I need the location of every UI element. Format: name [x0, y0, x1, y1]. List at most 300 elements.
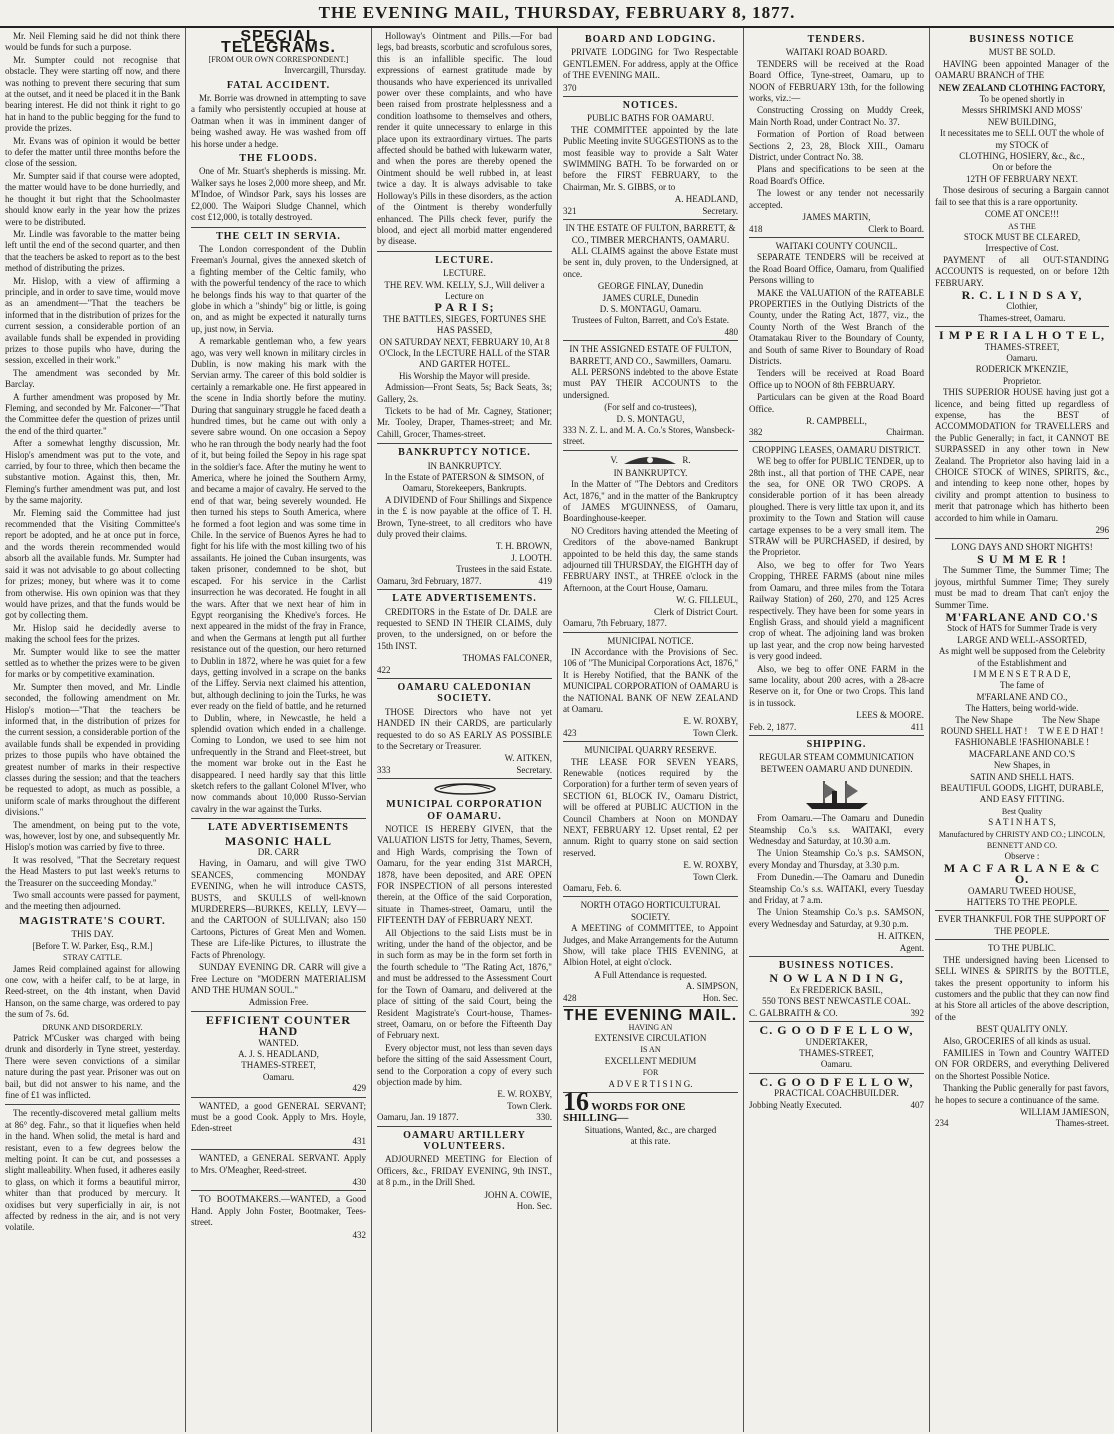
municipal-footer	[377, 1112, 552, 1123]
jamieson-text: FAMILIES in Town and Country WAITED ON FOR ORDERS, and everything Delivered on the Shortest Possible Notice.	[935, 1047, 1109, 1081]
clothing-line: CLOTHING, HOSIERY, &c., &c.,	[959, 151, 1085, 162]
jamieson-ad	[935, 943, 1109, 1130]
column-3	[372, 28, 558, 1432]
bankruptcy-estate: In the Estate of PATERSON & SIMSON, of Oamaru, Storekeepers, Bankrupts.	[384, 472, 545, 494]
hats-line: LARGE AND WELL-ASSORTED,	[957, 634, 1087, 645]
lecture-tickets: Tickets to be had of Mr. Cagney, Stationer; Mr. Tooley, Draper, Thames-street; and Mr. Cahill, Grocer, Thames-street.	[377, 406, 552, 439]
holloway-ad	[377, 31, 552, 252]
article-paragraph: The London correspondent of the Dublin Freeman's Journal, gives the annexed sketch of a fighting member of the Celtic family, who with the powerful tendency of the race to which he belongs finds his way to that quarter of the globe in which a "shindy" big or little, is going on, and as might be expected it naturally turns up, just now, in Servia.	[191, 243, 366, 334]
thankful-ad	[935, 914, 1109, 940]
artillery-heading: OAMARU ARTILLERY VOLUNTEERS.	[403, 1129, 526, 1152]
steamship-icon	[802, 777, 872, 811]
clothing-line: COME AT ONCE!!!	[984, 209, 1060, 220]
signature-role: Agent.	[899, 942, 924, 953]
goodfellow-title: C. G O O D F E L L O W,	[759, 1074, 914, 1089]
hat-shape-tweed	[1039, 715, 1104, 738]
assigned-text: ALL PERSONS indebted to the above Estate must PAY THEIR ACCOUNTS to the undersigned.	[563, 366, 738, 400]
wanted-text: TO BOOTMAKERS.—WANTED, a Good Hand. Apply John Foster, Bootmaker, Tees-street.	[191, 1194, 366, 1228]
waitaki-county-council	[749, 241, 924, 442]
gallium-paragraph: The recently-discovered metal gallium melts at 86° deg. Fahr., so that it liquefies when held in the hand. When solid, the metal is hard and resistant, even to a few degrees below the melting point. It can be cut, and possesses a slight malleability. When fused, it adheres easily to glass, on which it forms a beautiful mirror, whiter than that produced by mercury. It oxidises but very superficially in air, is not affected by redness in the air, and is not very volatile.	[5, 1108, 180, 1233]
wanted-ad	[191, 1101, 366, 1151]
late-ads-heading: LATE ADVERTISEMENTS	[208, 822, 349, 834]
hats-headline: LONG DAYS AND SHORT NIGHTS!	[951, 542, 1093, 553]
shipping-title: REGULAR STEAM COMMUNICATION BETWEEN OAMARU AND DUNEDIN.	[758, 752, 914, 774]
hats-line: Manufactured by CHRISTY AND CO.; LINCOLN, BENNETT AND CO.	[938, 829, 1106, 851]
goodfellow-sub: UNDERTAKER,	[805, 1036, 868, 1047]
proprietor-role: Proprietor.	[1002, 375, 1042, 386]
signature: J. LOOTH.	[511, 552, 552, 563]
telegrams-heading: SPECIAL TELEGRAMS.	[221, 28, 336, 57]
signature-role: Trustees in the said Estate.	[456, 564, 552, 575]
ad-number: 480	[724, 326, 738, 337]
goodfellow-town: Oamaru.	[820, 1059, 853, 1070]
signature: LEES & MOORE.	[856, 710, 924, 721]
hats-line: SATIN AND SHELL HATS.	[970, 771, 1074, 782]
to-public-heading: TO THE PUBLIC.	[988, 943, 1056, 954]
coat-of-arms-icon	[430, 782, 500, 796]
in-bankruptcy-text: In the Matter of "The Debtors and Creditors Act, 1876," and in the matter of the Bankruptcy of JAMES M'GUINNESS, of Oamaru, Boardinghouse-keeper.	[563, 479, 738, 524]
jamieson-footer	[935, 1118, 1109, 1129]
hats-summer: S U M M E R !	[977, 551, 1067, 566]
wcc-text: SEPARATE TENDERS will be received at the Road Board Office, Oamaru, from Qualified Persons willing to	[749, 252, 924, 286]
ad-number: 422	[377, 664, 391, 675]
column-2	[186, 28, 372, 1432]
masonic-hall-title: MASONIC HALL	[224, 833, 332, 848]
ad-number: 432	[352, 1229, 366, 1240]
lecture-speaker: THE REV. WM. KELLY, S.J., Will deliver a Lecture on	[384, 279, 545, 301]
evening-mail-line: EXCELLENT MEDIUM	[604, 1055, 697, 1066]
fulton-text: ALL CLAIMS against the above Estate must be sent in, duly proven, to the Undersigned, at once.	[563, 245, 738, 279]
wanted-ad	[191, 1194, 366, 1241]
date-text: Oamaru, 3rd February, 1877.	[377, 575, 482, 586]
baths-title: PUBLIC BATHS FOR OAMARU.	[586, 113, 715, 124]
goodfellow-footer	[749, 1100, 924, 1111]
signature: D. S. MONTAGU, Oamaru.	[599, 303, 702, 314]
clothing-line: STOCK MUST BE CLEARED,	[963, 231, 1081, 242]
article-paragraph: Mr. Fleming said the Committee had just recommended that the Visiting Committee's report be adopted, and he at once put in force, and the words therein recommended would absorb all the available funds. Mr. Sumpter had said it was not advisable to go about collecting for prizes; money, but where was it to come from otherwise. His own opinion was that they would have prizes, and that the funds would be got by collecting them.	[5, 507, 180, 621]
assigned-title: IN THE ASSIGNED ESTATE OF FULTON, BARRETT, AND CO., Sawmillers, Oamaru.	[569, 344, 732, 366]
wanted-text: WANTED, a GENERAL SERVANT. Apply to Mrs. O'Meagher, Reed-street.	[191, 1153, 366, 1175]
lecture-subheading: LECTURE.	[443, 268, 486, 279]
royal-crest-icon	[620, 454, 680, 468]
clothing-line: 12TH OF FEBRUARY NEXT.	[965, 173, 1078, 184]
wanted-ad	[191, 1153, 366, 1191]
signature-role: Clerk of District Court.	[654, 606, 738, 617]
hats-line: T W E E D HAT !	[1038, 725, 1104, 736]
bankruptcy-date	[377, 576, 552, 587]
municipal-notice-heading: MUNICIPAL NOTICE.	[607, 635, 694, 646]
municipal-heading: MUNICIPAL CORPORATION OF OAMARU.	[386, 799, 543, 822]
sixteen-line: Situations, Wanted, &c., are charged	[584, 1124, 717, 1135]
business-notice-heading: BUSINESS NOTICE	[969, 34, 1075, 45]
signature: JAMES MARTIN,	[802, 212, 871, 223]
hats-line: The New Shape	[955, 714, 1013, 725]
magistrates-before: [Before T. W. Parker, Esq., R.M.]	[32, 940, 153, 951]
magistrates-court	[5, 916, 180, 1106]
tenders-heading: TENDERS.	[807, 34, 866, 45]
jamieson-text: THE undersigned having been Licensed to SELL WINES & SPIRITS by the BOTTLE, takes the present opportunity to inform his customers and the public that they can now find at his Store all articles of the above description, of the	[935, 954, 1109, 1022]
masonic-text: SUNDAY EVENING DR. CARR will give a Free Lecture on "MODERN MATERIALISM AND THE HUMAN SOUL."	[191, 962, 366, 995]
masonic-text: Having, in Oamaru, and will give TWO SEANCES, commencing MONDAY EVENING, when he will introduce CASTS, BUSTS, and SKULLS of well-known MURDERERS—BURKES, KELLY, LEVY—and the CARTOON of SULLIVAN; also 150 Cartoons, Pictures of Great Men and Women. These are Life-like Pictures, to illustrate the Facts of Phrenology.	[191, 858, 366, 960]
article-paragraph: Mr. Neil Fleming said he did not think there would be funds for such a purpose.	[5, 31, 180, 53]
celt-in-servia	[191, 231, 366, 820]
waitaki-text: The lowest or any tender not necessarily accepted.	[749, 188, 924, 210]
caledonian-footer	[377, 765, 552, 776]
celt-heading: THE CELT IN SERVIA.	[216, 230, 341, 242]
bankruptcy-sub: IN BANKRUPTCY.	[427, 460, 502, 471]
hats-line: S A T I N H A T S,	[988, 817, 1056, 828]
telegrams-dateline: Invercargill, Thursday.	[284, 65, 366, 76]
telegrams-source: [FROM OUR OWN CORRESPONDENT.]	[208, 54, 349, 64]
clothing-factory-name: NEW ZEALAND CLOTHING FACTORY,	[938, 82, 1106, 93]
evening-mail-line: EXTENSIVE CIRCULATION	[594, 1032, 707, 1043]
column-6	[930, 28, 1114, 1432]
case-text: James Reid complained against for allowing one cow, with a heifer calf, to be at large, in Reed-street, on the 4th instant, when David Hanson, on the same charge, was ordered to pay the sum of 7s. 6d.	[5, 963, 180, 1020]
ad-number: 407	[910, 1099, 924, 1110]
masthead: THE EVENING MAIL, THURSDAY, FEBRUARY 8, 1877.	[0, 0, 1114, 28]
column-4	[558, 28, 744, 1432]
board-and-lodging	[563, 34, 738, 97]
now-landing	[749, 960, 924, 1022]
cropping-text: Also, we beg to offer for Two Years Cropping, THREE FARMS (about nine miles from Oamaru, and three miles from the Totara Railway Station) of 260, 270, and 125 Acres respectively. They have been for some years in English Grass, and should yield a magnificent crop of wheat. The adjoining land was broken up last year, and the crop now being harvested is very good indeed.	[749, 559, 924, 662]
signature: A. SIMPSON,	[685, 981, 738, 992]
waitaki-text: TENDERS will be received at the Road Board Office, Tyne-street, Oamaru, up to NOON of FEBRUARY 13th, for the following works, viz.:—	[749, 58, 924, 104]
imperial-text: THIS SUPERIOR HOUSE having just got a licence, and being fitted up regardless of expense, has the BEST of ACCOMMODATION for TRAVELLERS and the Public Generally; in fact, it CANNOT BE SURPASSED in any other town in New Zealand. The Proprietor also having laid in a CHOICE STOCK of WINES, SPIRITS, &c., and intending to keep none other, hopes by civility and prompt attention to business to merit that patronage which has hitherto been accorded to him while in Oamaru.	[935, 387, 1109, 523]
late-ads-heading: LATE ADVERTISEMENTS.	[392, 593, 537, 605]
jamieson-line: BEST QUALITY ONLY.	[976, 1024, 1068, 1035]
ad-number: 428	[563, 992, 577, 1003]
crest-letter-v: V.	[610, 454, 618, 465]
business-notices-heading: BUSINESS NOTICES.	[778, 960, 895, 972]
case-heading: STRAY CATTLE.	[63, 953, 122, 963]
shipping-text: From Dunedin.—The Oamaru and Dunedin Steamship Co.'s s.s. WAITAKI, every Tuesday and Friday, at 7 a.m.	[749, 872, 924, 906]
article-paragraph: Mr. Evans was of opinion it would be better to defer the matter until three months before the close of the session.	[5, 135, 180, 169]
lecture-topic-sub: THE BATTLES, SIEGES, FORTUNES SHE HAS PASSED,	[383, 313, 546, 336]
lindsay-name: R. C. L I N D S A Y,	[961, 287, 1083, 302]
hats-line: OAMARU TWEED HOUSE,	[967, 885, 1077, 896]
hats-line: FASHIONABLE !FASHIONABLE !	[954, 737, 1090, 748]
waitaki-road-board	[749, 34, 924, 238]
evening-mail-line: HAVING AN	[628, 1022, 673, 1032]
column-1	[0, 28, 186, 1432]
date-text: Oamaru, 7th February, 1877.	[563, 618, 667, 629]
lindsay-role: Clothier,	[1006, 301, 1038, 312]
council-report	[5, 31, 180, 913]
imperial-town: Oamaru.	[1006, 352, 1038, 363]
article-paragraph: Mr. Hislop, with a view of affirming a principle, and in order to save time, would move as an amendment—"That the teachers be informed that in the distribution of prizes for the current session, a considerable portion of an available funds shall be expended in providing prizes to those pupils who have, during the session, excelled in their work."	[5, 275, 180, 366]
clothing-line: Irrespective of Cost.	[985, 243, 1059, 254]
clothing-line: To be opened shortly in	[979, 94, 1065, 105]
ad-number: 430	[352, 1177, 366, 1187]
quarry-reserve	[563, 745, 738, 897]
bankruptcy-heading: BANKRUPTCY NOTICE.	[398, 447, 531, 459]
horticultural-society	[563, 900, 738, 1007]
hats-line: M'FARLANE AND CO.,	[976, 691, 1068, 702]
ad-number: 423	[563, 727, 577, 738]
hats-line: M A C F A R L A N E & C O.	[943, 860, 1101, 887]
waitaki-footer	[749, 224, 924, 235]
landing-coal: 550 TONS BEST NEWCASTLE COAL.	[762, 996, 911, 1007]
holloway-text: Holloway's Ointment and Pills.—For bad legs, bad breasts, scorbutic and scrofulous sores, this is an infallible specific. The loud expressions of earnest gratitude made by thousands who have experienced its unrivalled power over these complaints, and who have been raised from prostrate helplessness and a condition loathsome to themselves and others, render it quite unnecessary to enlarge in this place upon its extraordinary virtues. The parts affected should be bathed with lukewarm water, and when the pores are thereby opened the Ointment should be well rubbed in, at least twice a day. It is always advisable to take Holloway's Pills in these disorders, as the action of the Ointment is thereby wonderfully enhanced. The Pills check fever, purify the blood, and eject all morbid matter engendered by disease.	[377, 31, 552, 247]
sixteen-line: at this rate.	[630, 1136, 671, 1147]
signature: WILLIAM JAMIESON,	[1020, 1106, 1109, 1117]
article-paragraph: Mr. Hislop said he decidedly averse to making the school fees for the prizes.	[5, 622, 180, 645]
signature-role: Town Clerk.	[507, 1100, 552, 1111]
signature: GEORGE FINLAY, Dunedin	[597, 281, 704, 292]
late-advertisements	[377, 593, 552, 679]
quarry-text: THE LEASE FOR SEVEN YEARS, Renewable (notices required by the Corporation) for a further term of seven years of SECTION 61, BLOCK IV., Oamaru District, will be offered at PUBLIC AUCTION in the Council Chambers at Noon on MONDAY NEXT, FEBRUARY 12. Upset rental, £2 per annum. Right to quarry stone on said section reserved.	[563, 756, 738, 858]
floods-heading: THE FLOODS.	[239, 153, 318, 165]
board-text: PRIVATE LODGING for Two Respectable GENTLEMEN. For address, apply at the Office of THE EVENING MAIL.	[563, 47, 738, 81]
article-paragraph: The amendment was seconded by Mr. Barclay.	[5, 367, 180, 390]
article-paragraph: The amendment, on being put to the vote, was, however, lost by one, and subsequently Mr. Hislop's motion was carried by five to three.	[5, 819, 180, 853]
shipping-heading: SHIPPING.	[806, 738, 867, 750]
counter-wanted: WANTED.	[258, 1037, 299, 1048]
wcc-text: Tenders will be received at Road Board Office up to NOON of 8th FEBRUARY.	[749, 368, 924, 390]
cropping-leases	[749, 445, 924, 736]
assigned-footer	[563, 425, 738, 448]
jamieson-text: Thanking the Public generally for past favors, he hopes to secure a continuance of the same.	[935, 1083, 1109, 1105]
date-text: Feb. 2, 1877.	[749, 721, 797, 732]
floods-text: One of Mr. Stuart's shepherds is missing. Mr. Walker says he loses 2,000 more sheep, and Mr. M'Indoe, of Windsor Park, says his losses are £2,000. The Waipori Sludge Channel, which cost £12,000, is totally destroyed.	[191, 166, 366, 223]
board-heading: BOARD AND LODGING.	[584, 34, 717, 45]
municipal-text: All Objections to the said Lists must be in writing, under the hand of the objector, and be in such form as may be in the form set forth in the fourth schedule to "The Rating Act, 1876," and must be addressed to the Assessment Court for the Town of Oamaru, and delivered at the place of sitting of the said Court, being the Resident Magistrate's Court-house, Thames-street, Oamaru, on or before the Fifteenth Day of February next.	[377, 927, 552, 1041]
proprietor-name: RODERICK M'KENZIE,	[975, 364, 1069, 375]
signature-role: Secretary.	[516, 764, 552, 775]
dale-text: CREDITORS in the Estate of Dr. DALE are requested to SEND IN THEIR CLAIMS, duly proven, to the undersigned, on or before the 15th INST.	[377, 606, 552, 651]
date-text: Oamaru, Feb. 6.	[563, 883, 622, 894]
hats-line: New Shapes, in	[993, 760, 1051, 771]
goodfellow-undertaker	[749, 1025, 924, 1074]
imperial-title: I M P E R I A L H O T E L,	[939, 328, 1105, 343]
hats-line: MACFARLANE AND CO.'S	[968, 748, 1076, 759]
hat-shape-round	[941, 715, 1028, 738]
signature: E. W. ROXBY,	[683, 860, 738, 871]
lecture-heading: LECTURE.	[435, 254, 494, 266]
counter-town: Oamaru.	[262, 1071, 295, 1082]
article-paragraph: Mr. Sumpter could not recognise that obstacle. They were starting off now, and there was nothing to prevent there securing that sum at the outset, and it need be placed it in the Bank bearing interest. He did not think it right to go hat in hand to the public begging for the fund to provide the prizes.	[5, 54, 180, 134]
signature: A. HEADLAND,	[674, 194, 738, 205]
lecture-admission: Admission—Front Seats, 5s; Back Seats, 3s; Gallery, 2s.	[377, 382, 552, 404]
municipal-text: Every objector must, not less than seven days before the sitting of the said Assessment Court, send to the Corporation a copy of every such objection made by him.	[377, 1042, 552, 1087]
waitaki-text: Constructing Crossing on Muddy Creek, Main North Road, under Contract No. 37.	[749, 105, 924, 127]
ad-number: 330.	[536, 1112, 552, 1123]
fatal-accident-heading: FATAL ACCIDENT.	[226, 79, 331, 91]
goodfellow-street: THAMES-STREET,	[799, 1047, 874, 1058]
case-heading: DRUNK AND DISORDERLY.	[42, 1022, 143, 1032]
municipal-notice	[563, 636, 738, 743]
signature: JAMES CURLE, Dunedin	[602, 292, 699, 303]
celt-text	[191, 244, 366, 815]
shipping-text: The Union Steamship Co.'s p.s. SAMSON, every Wednesday and Saturday, at 9.30 p.m.	[749, 907, 924, 929]
lecture-ad	[377, 255, 552, 445]
signature: D. S. MONTAGU,	[616, 413, 685, 424]
hats-line: The New Shape	[1042, 714, 1100, 725]
wcc-footer	[749, 427, 924, 438]
article-paragraph: Mr. Sumpter said if that course were adopted, the matter would have to be done hurriedly, and he thought it but right that the Schoolmaster should know early in the year how the prizes were to be distributed.	[5, 170, 180, 227]
ad-number: 321	[563, 205, 577, 216]
ad-number: 333	[563, 425, 577, 435]
in-bankruptcy	[563, 454, 738, 633]
cropping-text: Also, we beg to offer ONE FARM in the same locality, about 200 acres, with a 28-acre Reserve on it, for One or two Crops. This land is in tussock.	[749, 663, 924, 708]
magistrates-day: THIS DAY.	[71, 929, 114, 940]
sixteen-words-line	[563, 1086, 738, 1125]
clothing-line: NEW BUILDING,	[987, 116, 1057, 127]
waitaki-text: Formation of Portion of Road between Sections 2, 23, 28, Block XIII., Oamaru District, under Contract No. 38.	[749, 129, 924, 163]
horticultural-text: A MEETING of COMMITTEE, to Appoint Judges, and Make Arrangements for the Autumn Show, will take place THIS EVENING, at Albion Hotel, at eight o'clock.	[563, 923, 738, 968]
signature: W. AITKEN,	[504, 753, 552, 764]
ad-number: 411	[910, 721, 924, 732]
counter-hand-ad	[191, 1012, 366, 1098]
ad-number: 333	[377, 764, 391, 775]
evening-mail-line: IS AN	[640, 1045, 661, 1055]
hats-verse: The Summer Time, the Summer Time; The joyous, mirthful Summer Time; They surely must be mad to dream That can't enjoy the Summer Time.	[935, 565, 1109, 610]
masonic-admission: Admission Free.	[248, 997, 309, 1008]
crest-row	[563, 454, 738, 468]
landing-title: N O W L A N D I N G,	[769, 971, 904, 986]
signature: E. W. ROXBY,	[683, 716, 738, 727]
fulton-estate	[563, 223, 738, 341]
article-paragraph: It was resolved, "That the Secretary request the Head Masters to put last week's returns to the Treasurer on the succeeding Monday."	[5, 854, 180, 888]
article-paragraph: Mr. Sumpter would like to see the matter settled as to whether the prizes were to be given for marks or by competitive examination.	[5, 646, 180, 680]
clothing-line: It necessitates me to SELL OUT the whole of my STOCK of	[940, 128, 1104, 150]
signature: W. G. FILLEUL,	[676, 595, 738, 606]
landing-footer	[749, 1008, 924, 1019]
ad-number: 370	[563, 82, 577, 93]
must-be-sold: MUST BE SOLD.	[988, 47, 1056, 58]
landing-ship: Ex FREDERICK BASIL,	[790, 984, 883, 995]
sixteen-words-ad	[563, 1086, 738, 1148]
hats-line: Stock of HATS for Summer Trade is very	[947, 623, 1097, 634]
masonic-hall-ad	[191, 822, 366, 1012]
imperial-hotel-ad	[935, 330, 1109, 539]
baths-footer	[563, 206, 738, 217]
counter-street: THAMES-STREET,	[241, 1060, 316, 1071]
baths-text: THE COMMITTEE appointed by the late Public Meeting invite SUGGESTIONS as to the most feasible way to provide a Salt Water SWIMMING BATH. To be forwarded on or before the FIRST FEBRUARY, to the Chairman, Mr. S. GIBBS, or to	[563, 124, 738, 192]
clothing-line: AS THE	[1008, 221, 1036, 231]
clothing-text: PAYMENT of all OUT-STANDING ACCOUNTS is requested, on or before 12th FEBRUARY.	[935, 254, 1109, 288]
special-telegrams	[191, 28, 366, 228]
sixteen-number: 16	[563, 1086, 589, 1116]
ad-number: 234	[935, 1118, 949, 1129]
wcc-heading: WAITAKI COUNTY COUNCIL.	[775, 240, 898, 251]
signature-role: Trustees of Fulton, Barrett, and Co's Estate.	[571, 315, 730, 326]
goodfellow-sub: PRACTICAL COACHBUILDER.	[774, 1088, 899, 1099]
ad-number: 419	[538, 575, 552, 586]
signature-role: Hon. Sec.	[516, 1201, 552, 1211]
public-baths	[563, 100, 738, 220]
goodfellow-line: Jobbing Neatly Executed.	[749, 1099, 842, 1110]
lindsay-address: Thames-street, Oamaru.	[978, 312, 1066, 323]
hats-line: The fame of	[1000, 680, 1044, 691]
ad-number: 429	[352, 1083, 366, 1094]
bankruptcy-notice	[377, 447, 552, 590]
goodfellow-title: C. G O O D F E L L O W,	[759, 1023, 914, 1038]
clothing-line: On or before the	[992, 162, 1052, 173]
article-paragraph: A remarkable gentleman who, a few years ago, was very well known in military circles in Dublin, is now making his mark with the Servian army. The career of this bold soldier is certainly a remarkable one. He first appeared in the scene in India shortly before the mutiny. During that sanguinary struggle he faced death a hundred times, but he came out with only a severe sabre wound. On one occasion a Sepoy who he ran through the body nearly had the foot of it, but being foiled the Sepoy in his rage spat in the soldier's face. After the mutiny he went to America, where he joined the Southern Army, and became a major of cavalry. He served to the end of that war, being severely wounded. He then turned his steps to South America, where he formed a foot legion and was some time in Chile. In the service of Buenos Ayres he had to fight for his life with the most killing two of his assailants. He joined the Cuban insurgents, was taken prisoner, condemned to be shot, but escaped. For his service in the Carlist insurrection he was decorated. He fought in all the wars. After that we next hear of him in Egypt reorganising the Khedive's forces. He next appeared in the midst of the fray in France, and when the Germans at length put all further resistance out of the question, our hero returned to Dublin in 1872, where he was quiet for a few days, getting involved in a scrape on the banks of the Liffey. Servia next claimed his attention, but, although declining to join the Turks, he was ever ready on the field of battle, and he returned to Dublin, where, in Newcastle, he held a splendid ovation which ended in a challenge. Coming to London, we used to see him not unfrequently in the Strand and Fleet-street, but the moment war broke out in the East he disappeared. I need hardly say that this little sketch refers to the gallant Colonel M'Iver, who now commands about 10,000 Russo-Servian cavalry in the war against the Turks.	[191, 336, 366, 814]
signature: THOMAS FALCONER,	[462, 653, 552, 664]
hats-line: I M M E N S E T R A D E,	[973, 668, 1071, 679]
signature-role: Town Clerk.	[693, 871, 738, 882]
fatal-accident-text: Mr. Borrie was drowned in attempting to save a family who persistently occupied at house at Oatman when it was in imminent danger of being washed away. He was washed from off his horse under a hedge.	[191, 93, 366, 149]
mfarlane-hats-ad	[935, 542, 1109, 911]
signature: T. H. BROWN,	[495, 541, 552, 552]
lecture-chair: His Worship the Mayor will preside.	[398, 370, 531, 381]
cropping-heading: CROPPING LEASES, OAMARU DISTRICT.	[752, 444, 921, 455]
hats-line: Best Quality	[1001, 806, 1043, 816]
artillery-text: ADJOURNED MEETING for Election of Officers, &c., FRIDAY EVENING, 9th INST., at 8 p.m., in the Drill Shed.	[377, 1154, 552, 1188]
ad-number: 431	[352, 1135, 366, 1146]
signature-role: Hon. Sec.	[702, 992, 738, 1003]
waitaki-heading: WAITAKI ROAD BOARD.	[785, 47, 888, 58]
hats-line: As might well be supposed from the Celebrity of the Establishment and	[938, 646, 1106, 668]
fulton-title: IN THE ESTATE OF FULTON, BARRETT, & CO., TIMBER MERCHANTS, OAMARU.	[565, 223, 736, 245]
ad-number: 382	[749, 427, 763, 438]
signature: C. GALBRAITH & CO.	[749, 1007, 838, 1018]
article-paragraph: Two small accounts were passed for payment, and the meeting then adjourned.	[5, 890, 180, 912]
municipal-corporation	[377, 782, 552, 1126]
article-paragraph: After a somewhat lengthy discussion, Mr. Hislop's amendment was put to the vote, and carried, by four to three, which then became the substantive motion. Against this, then, Mr. Fleming's further amendment was put, and lost by the same majority.	[5, 438, 180, 506]
evening-mail-line: FOR	[642, 1068, 659, 1078]
signature-role: Thames-street.	[1055, 1118, 1109, 1129]
clothing-text: HAVING been appointed Manager of the OAMARU BRANCH of THE	[935, 58, 1109, 81]
notices-heading: NOTICES.	[622, 100, 679, 112]
signature: JOHN A. COWIE,	[484, 1189, 552, 1200]
municipal-notice-text: IN Accordance with the Provisions of Sec. 106 of "The Municipal Corporations Act, 1876," It is Hereby Notified, that the BANK of the MUNICIPAL CORPORATION of OAMARU is the NATIONAL BANK OF NEW ZEALAND at Oamaru.	[563, 646, 738, 714]
horticultural-heading: NORTH OTAGO HORTICULTURAL SOCIETY.	[580, 900, 721, 922]
evening-mail-ad	[563, 1007, 738, 1093]
lecture-topic: P A R I S;	[434, 300, 495, 315]
hats-line: BEAUTIFUL GOODS, LIGHT, DURABLE, AND EASY FITTING.	[940, 783, 1104, 805]
assigned-estate	[563, 344, 738, 451]
in-bankruptcy-heading: IN BANKRUPTCY.	[613, 467, 688, 478]
evening-mail-line: A D V E R T I S I N G.	[608, 1078, 693, 1089]
jamieson-text: Also, GROCERIES of all kinds as usual.	[943, 1035, 1091, 1046]
hats-line: Observe :	[1004, 851, 1040, 862]
article-paragraph: A further amendment was proposed by Mr. Fleming, and seconded by Mr. Falconer—"That the Committee defer the question of prizes until the end of the third quarter."	[5, 391, 180, 436]
magistrates-court-heading: MAGISTRATE'S COURT.	[19, 914, 166, 927]
in-bankruptcy-text: NO Creditors having attended the Meeting of Creditors of the above-named Bankrupt appointed to be held this day, the same stands adjourned till THURSDAY, the EIGHTH day of FEBRUARY INST., at THREE o'clock in the Afternoon, at the Court House, Oamaru.	[563, 525, 738, 593]
imperial-street: THAMES-STREET,	[984, 341, 1060, 352]
column-5	[744, 28, 930, 1432]
quarry-heading: MUNICIPAL QUARRY RESERVE.	[584, 745, 717, 756]
assigned-for: (For self and co-trustees),	[604, 402, 697, 413]
wcc-text: MAKE the VALUATION of the RATEABLE PROPERTIES in the Outlying Districts of the County, under the Rating Act, 1877, viz., the County North of the West Branch of the Otamatakau River to the Boundary of County, and South of same River to Boundary of Road Districts.	[749, 287, 924, 366]
horticultural-request: A Full Attendance is requested.	[594, 969, 707, 980]
caledonian-heading: OAMARU CALEDONIAN SOCIETY.	[397, 681, 532, 705]
clothing-line: Messrs SHRIMSKI AND MOSS'	[961, 105, 1083, 116]
signature: H. AITKEN,	[877, 931, 924, 942]
date-text: Oamaru, Jan. 19 1877.	[377, 1112, 459, 1123]
wcc-text: Particulars can be given at the Road Board Office.	[749, 392, 924, 414]
signature: R. CAMPBELL,	[806, 416, 867, 426]
clothing-factory-ad	[935, 34, 1109, 327]
municipal-text: NOTICE IS HEREBY GIVEN, that the VALUATION LISTS for Jetty, Thames, Severn, and High Wards, comprising the Town of Oamaru, for the year ending 31st MARCH, 1878, have been deposited, and ARE OPEN FOR INSPECTION of all persons interested therein, at the Office of the said Corporation, situate in Thames-street, Oamaru, until the FIFTEENTH DAY of FEBRUARY NEXT.	[377, 824, 552, 926]
counter-title: EFFICIENT COUNTER HAND	[205, 1012, 352, 1039]
signature-role: Chairman.	[886, 427, 924, 438]
clothing-text: Those desirous of securing a Bargain cannot fail to see that this is a rare opportunity.	[935, 185, 1109, 207]
hats-line: The Hatters, being world-wide.	[965, 703, 1079, 714]
caledonian-text: THOSE Directors who have not yet HANDED IN their CARDS, are particularly requested to do so AS EARLY AS POSSIBLE to the Secretary or Treasurer.	[377, 706, 552, 751]
hats-line: HATTERS TO THE PEOPLE.	[966, 897, 1078, 908]
bankruptcy-text: A DIVIDEND of Four Shillings and Sixpence in the £ is now payable at the office of T. H. Brown, Tyne-street, to all creditors who have duly proved their claims.	[377, 494, 552, 540]
caledonian-society	[377, 682, 552, 779]
crest-letter-r: R.	[682, 454, 691, 465]
ad-number: 418	[749, 223, 763, 234]
artillery-volunteers	[377, 1130, 552, 1213]
cropping-text: WE beg to offer for PUBLIC TENDER, up to 28th inst., all that portion of THE CAPE, near the sea, for ONE OR TWO CROPS. A considerable portion of it has been already ploughed. There is very little tax upon it, and its proximity to the Town and Station will cause cartage expenses to be a very small item. The STRAW will be PURCHASED, if desired, by the Proprietor.	[749, 456, 924, 558]
signature-role: Secretary.	[702, 205, 738, 216]
